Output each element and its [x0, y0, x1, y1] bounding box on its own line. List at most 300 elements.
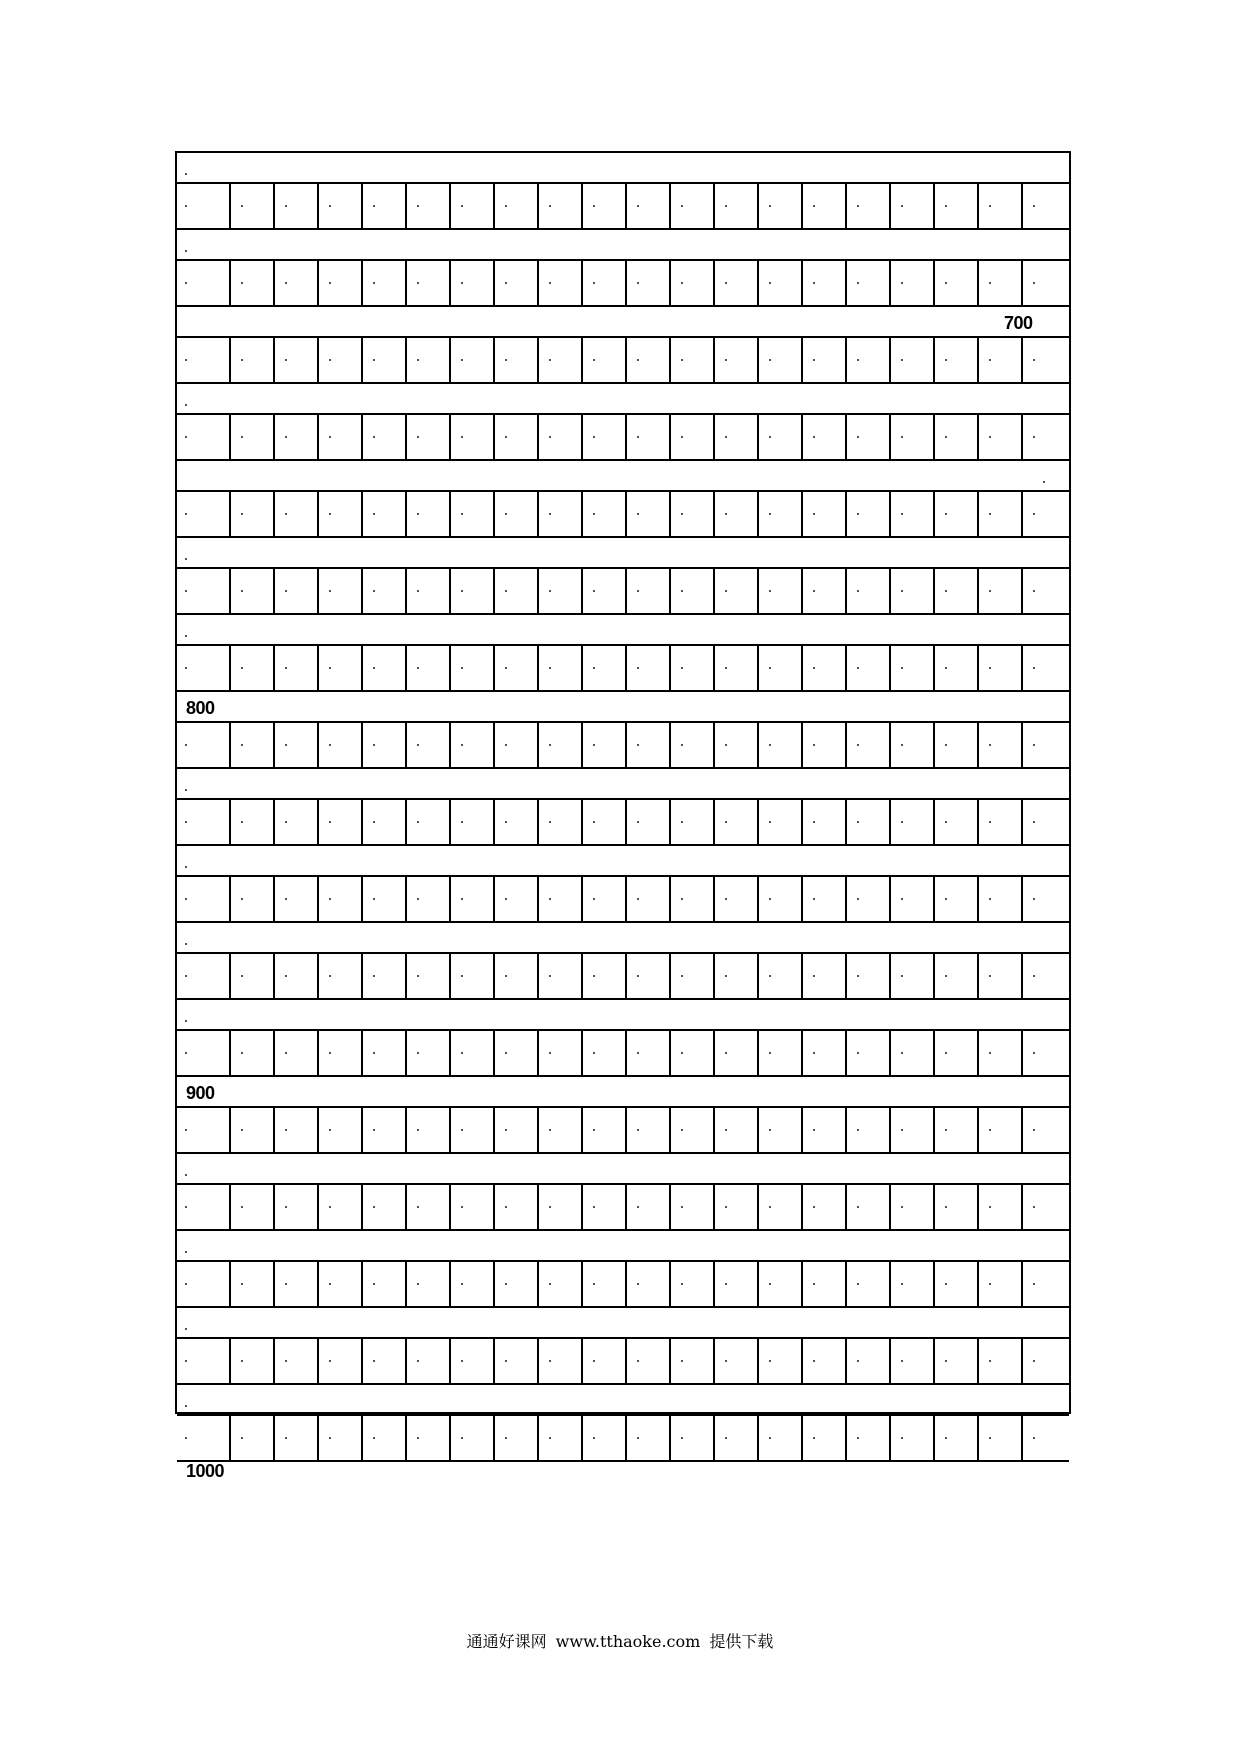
writing-cell[interactable]	[405, 877, 449, 921]
writing-cell[interactable]	[493, 954, 537, 998]
writing-cell[interactable]	[801, 954, 845, 998]
writing-cell[interactable]	[801, 184, 845, 228]
writing-cell[interactable]	[757, 1108, 801, 1152]
writing-cell[interactable]	[405, 1185, 449, 1229]
writing-cell[interactable]	[405, 1031, 449, 1075]
writing-cell[interactable]	[177, 1262, 229, 1306]
writing-cell[interactable]	[845, 184, 889, 228]
writing-cell[interactable]	[493, 1416, 537, 1460]
writing-cell[interactable]	[405, 261, 449, 305]
writing-cell[interactable]	[977, 646, 1021, 690]
writing-cell[interactable]	[273, 569, 317, 613]
writing-cell[interactable]	[889, 800, 933, 844]
writing-cell[interactable]	[625, 569, 669, 613]
writing-cell[interactable]	[449, 415, 493, 459]
writing-cell[interactable]	[669, 877, 713, 921]
writing-cell[interactable]	[317, 800, 361, 844]
writing-cell[interactable]	[177, 646, 229, 690]
writing-cell[interactable]	[625, 338, 669, 382]
writing-cell[interactable]	[581, 492, 625, 536]
writing-cell[interactable]	[889, 415, 933, 459]
writing-cell[interactable]	[1021, 338, 1069, 382]
writing-cell[interactable]	[625, 492, 669, 536]
writing-cell[interactable]	[405, 1108, 449, 1152]
writing-cell[interactable]	[933, 1108, 977, 1152]
writing-cell[interactable]	[177, 1031, 229, 1075]
writing-cell[interactable]	[405, 1339, 449, 1383]
writing-cell[interactable]	[449, 954, 493, 998]
writing-cell[interactable]	[493, 261, 537, 305]
writing-cell[interactable]	[757, 646, 801, 690]
writing-cell[interactable]	[625, 1262, 669, 1306]
writing-cell[interactable]	[1021, 1262, 1069, 1306]
writing-cell[interactable]	[845, 1108, 889, 1152]
writing-cell[interactable]	[581, 569, 625, 613]
writing-cell[interactable]	[317, 1031, 361, 1075]
writing-cell[interactable]	[845, 877, 889, 921]
writing-cell[interactable]	[977, 415, 1021, 459]
writing-cell[interactable]	[977, 338, 1021, 382]
writing-cell[interactable]	[229, 415, 273, 459]
writing-cell[interactable]	[449, 1416, 493, 1460]
writing-cell[interactable]	[537, 1416, 581, 1460]
writing-cell[interactable]	[713, 1185, 757, 1229]
writing-cell[interactable]	[581, 1031, 625, 1075]
writing-cell[interactable]	[449, 877, 493, 921]
writing-cell[interactable]	[317, 415, 361, 459]
writing-cell[interactable]	[933, 569, 977, 613]
writing-cell[interactable]	[317, 723, 361, 767]
writing-cell[interactable]	[405, 723, 449, 767]
writing-cell[interactable]	[1021, 492, 1069, 536]
writing-cell[interactable]	[449, 1031, 493, 1075]
writing-cell[interactable]	[889, 877, 933, 921]
writing-cell[interactable]	[317, 1108, 361, 1152]
writing-cell[interactable]	[1021, 646, 1069, 690]
writing-cell[interactable]	[273, 1185, 317, 1229]
writing-cell[interactable]	[229, 877, 273, 921]
writing-cell[interactable]	[669, 261, 713, 305]
writing-cell[interactable]	[177, 1339, 229, 1383]
writing-cell[interactable]	[977, 1108, 1021, 1152]
writing-cell[interactable]	[801, 1416, 845, 1460]
writing-cell[interactable]	[229, 338, 273, 382]
writing-cell[interactable]	[757, 569, 801, 613]
writing-cell[interactable]	[361, 492, 405, 536]
writing-cell[interactable]	[801, 1185, 845, 1229]
writing-cell[interactable]	[1021, 1416, 1069, 1460]
writing-cell[interactable]	[977, 954, 1021, 998]
writing-cell[interactable]	[317, 338, 361, 382]
writing-cell[interactable]	[625, 184, 669, 228]
writing-cell[interactable]	[177, 1108, 229, 1152]
writing-cell[interactable]	[889, 1185, 933, 1229]
writing-cell[interactable]	[581, 800, 625, 844]
writing-cell[interactable]	[1021, 954, 1069, 998]
writing-cell[interactable]	[801, 646, 845, 690]
writing-cell[interactable]	[977, 184, 1021, 228]
writing-cell[interactable]	[273, 1416, 317, 1460]
writing-cell[interactable]	[229, 723, 273, 767]
writing-cell[interactable]	[537, 646, 581, 690]
writing-cell[interactable]	[845, 723, 889, 767]
writing-cell[interactable]	[933, 1185, 977, 1229]
writing-cell[interactable]	[977, 569, 1021, 613]
writing-cell[interactable]	[1021, 1185, 1069, 1229]
writing-cell[interactable]	[669, 723, 713, 767]
writing-cell[interactable]	[581, 877, 625, 921]
writing-cell[interactable]	[933, 1339, 977, 1383]
writing-cell[interactable]	[361, 569, 405, 613]
writing-cell[interactable]	[1021, 569, 1069, 613]
writing-cell[interactable]	[713, 1339, 757, 1383]
writing-cell[interactable]	[229, 646, 273, 690]
writing-cell[interactable]	[845, 1339, 889, 1383]
writing-cell[interactable]	[177, 1416, 229, 1460]
writing-cell[interactable]	[361, 1339, 405, 1383]
writing-cell[interactable]	[537, 954, 581, 998]
writing-cell[interactable]	[933, 1262, 977, 1306]
writing-cell[interactable]	[933, 261, 977, 305]
writing-cell[interactable]	[317, 261, 361, 305]
writing-cell[interactable]	[273, 184, 317, 228]
writing-cell[interactable]	[537, 569, 581, 613]
writing-cell[interactable]	[581, 1185, 625, 1229]
writing-cell[interactable]	[493, 492, 537, 536]
writing-cell[interactable]	[361, 800, 405, 844]
writing-cell[interactable]	[537, 1185, 581, 1229]
writing-cell[interactable]	[581, 184, 625, 228]
writing-cell[interactable]	[713, 261, 757, 305]
writing-cell[interactable]	[669, 415, 713, 459]
writing-cell[interactable]	[977, 723, 1021, 767]
writing-cell[interactable]	[757, 877, 801, 921]
writing-cell[interactable]	[669, 1185, 713, 1229]
writing-cell[interactable]	[405, 954, 449, 998]
writing-cell[interactable]	[449, 569, 493, 613]
writing-cell[interactable]	[317, 1262, 361, 1306]
writing-cell[interactable]	[581, 338, 625, 382]
writing-cell[interactable]	[449, 800, 493, 844]
writing-cell[interactable]	[177, 492, 229, 536]
writing-cell[interactable]	[669, 800, 713, 844]
writing-cell[interactable]	[537, 338, 581, 382]
writing-cell[interactable]	[625, 1108, 669, 1152]
writing-cell[interactable]	[229, 184, 273, 228]
writing-cell[interactable]	[713, 1108, 757, 1152]
writing-cell[interactable]	[449, 492, 493, 536]
writing-cell[interactable]	[317, 492, 361, 536]
writing-cell[interactable]	[493, 184, 537, 228]
writing-cell[interactable]	[493, 1339, 537, 1383]
writing-cell[interactable]	[757, 338, 801, 382]
writing-cell[interactable]	[537, 723, 581, 767]
writing-cell[interactable]	[581, 1339, 625, 1383]
writing-cell[interactable]	[889, 1108, 933, 1152]
writing-cell[interactable]	[713, 492, 757, 536]
writing-cell[interactable]	[361, 415, 405, 459]
writing-cell[interactable]	[273, 954, 317, 998]
writing-cell[interactable]	[537, 877, 581, 921]
writing-cell[interactable]	[889, 184, 933, 228]
writing-cell[interactable]	[177, 954, 229, 998]
writing-cell[interactable]	[625, 800, 669, 844]
writing-cell[interactable]	[889, 723, 933, 767]
writing-cell[interactable]	[669, 1339, 713, 1383]
writing-cell[interactable]	[669, 646, 713, 690]
writing-cell[interactable]	[669, 1262, 713, 1306]
writing-cell[interactable]	[449, 1185, 493, 1229]
writing-cell[interactable]	[977, 492, 1021, 536]
writing-cell[interactable]	[317, 569, 361, 613]
writing-cell[interactable]	[361, 1108, 405, 1152]
writing-cell[interactable]	[845, 954, 889, 998]
writing-cell[interactable]	[845, 338, 889, 382]
writing-cell[interactable]	[449, 1262, 493, 1306]
writing-cell[interactable]	[713, 800, 757, 844]
writing-cell[interactable]	[229, 492, 273, 536]
writing-cell[interactable]	[273, 800, 317, 844]
writing-cell[interactable]	[273, 1262, 317, 1306]
writing-cell[interactable]	[933, 877, 977, 921]
writing-cell[interactable]	[889, 1416, 933, 1460]
writing-cell[interactable]	[361, 646, 405, 690]
writing-cell[interactable]	[537, 184, 581, 228]
writing-cell[interactable]	[361, 723, 405, 767]
writing-cell[interactable]	[669, 492, 713, 536]
writing-cell[interactable]	[933, 800, 977, 844]
writing-cell[interactable]	[405, 1262, 449, 1306]
writing-cell[interactable]	[177, 723, 229, 767]
writing-cell[interactable]	[845, 1185, 889, 1229]
writing-cell[interactable]	[317, 1339, 361, 1383]
writing-cell[interactable]	[801, 415, 845, 459]
writing-cell[interactable]	[1021, 415, 1069, 459]
writing-cell[interactable]	[801, 800, 845, 844]
writing-cell[interactable]	[405, 646, 449, 690]
writing-cell[interactable]	[273, 492, 317, 536]
writing-cell[interactable]	[889, 1262, 933, 1306]
writing-cell[interactable]	[625, 646, 669, 690]
writing-cell[interactable]	[493, 1031, 537, 1075]
writing-cell[interactable]	[977, 1339, 1021, 1383]
writing-cell[interactable]	[625, 1185, 669, 1229]
writing-cell[interactable]	[449, 723, 493, 767]
writing-cell[interactable]	[1021, 800, 1069, 844]
writing-cell[interactable]	[801, 1262, 845, 1306]
writing-cell[interactable]	[581, 1262, 625, 1306]
writing-cell[interactable]	[405, 569, 449, 613]
writing-cell[interactable]	[229, 1262, 273, 1306]
writing-cell[interactable]	[757, 184, 801, 228]
writing-cell[interactable]	[177, 800, 229, 844]
writing-cell[interactable]	[177, 261, 229, 305]
writing-cell[interactable]	[757, 261, 801, 305]
writing-cell[interactable]	[177, 1185, 229, 1229]
writing-cell[interactable]	[713, 338, 757, 382]
writing-cell[interactable]	[977, 1416, 1021, 1460]
writing-cell[interactable]	[845, 569, 889, 613]
writing-cell[interactable]	[177, 338, 229, 382]
writing-cell[interactable]	[493, 569, 537, 613]
writing-cell[interactable]	[1021, 877, 1069, 921]
writing-cell[interactable]	[845, 415, 889, 459]
writing-cell[interactable]	[317, 1185, 361, 1229]
writing-cell[interactable]	[273, 338, 317, 382]
writing-cell[interactable]	[229, 1339, 273, 1383]
writing-cell[interactable]	[537, 261, 581, 305]
writing-cell[interactable]	[449, 1108, 493, 1152]
writing-cell[interactable]	[1021, 1339, 1069, 1383]
writing-cell[interactable]	[625, 261, 669, 305]
writing-cell[interactable]	[537, 1031, 581, 1075]
writing-cell[interactable]	[581, 1108, 625, 1152]
writing-cell[interactable]	[537, 800, 581, 844]
writing-cell[interactable]	[757, 800, 801, 844]
writing-cell[interactable]	[581, 954, 625, 998]
writing-cell[interactable]	[317, 1416, 361, 1460]
writing-cell[interactable]	[801, 569, 845, 613]
writing-cell[interactable]	[625, 954, 669, 998]
writing-cell[interactable]	[845, 1262, 889, 1306]
writing-cell[interactable]	[669, 338, 713, 382]
writing-cell[interactable]	[845, 492, 889, 536]
writing-cell[interactable]	[845, 800, 889, 844]
writing-cell[interactable]	[801, 492, 845, 536]
writing-cell[interactable]	[1021, 1108, 1069, 1152]
writing-cell[interactable]	[669, 1031, 713, 1075]
writing-cell[interactable]	[889, 569, 933, 613]
writing-cell[interactable]	[757, 954, 801, 998]
writing-cell[interactable]	[493, 877, 537, 921]
writing-cell[interactable]	[977, 800, 1021, 844]
writing-cell[interactable]	[1021, 184, 1069, 228]
writing-cell[interactable]	[317, 646, 361, 690]
writing-cell[interactable]	[889, 1339, 933, 1383]
writing-cell[interactable]	[625, 1031, 669, 1075]
writing-cell[interactable]	[669, 184, 713, 228]
writing-cell[interactable]	[933, 954, 977, 998]
writing-cell[interactable]	[405, 415, 449, 459]
writing-cell[interactable]	[229, 1185, 273, 1229]
writing-cell[interactable]	[757, 1031, 801, 1075]
writing-cell[interactable]	[361, 954, 405, 998]
writing-cell[interactable]	[361, 338, 405, 382]
writing-cell[interactable]	[669, 1108, 713, 1152]
writing-cell[interactable]	[229, 954, 273, 998]
writing-cell[interactable]	[669, 1416, 713, 1460]
writing-cell[interactable]	[537, 492, 581, 536]
writing-cell[interactable]	[537, 1339, 581, 1383]
writing-cell[interactable]	[273, 1031, 317, 1075]
writing-cell[interactable]	[757, 723, 801, 767]
writing-cell[interactable]	[177, 415, 229, 459]
writing-cell[interactable]	[713, 723, 757, 767]
writing-cell[interactable]	[713, 1031, 757, 1075]
writing-cell[interactable]	[757, 1185, 801, 1229]
writing-cell[interactable]	[889, 338, 933, 382]
writing-cell[interactable]	[273, 261, 317, 305]
writing-cell[interactable]	[405, 1416, 449, 1460]
writing-cell[interactable]	[713, 1262, 757, 1306]
writing-cell[interactable]	[933, 415, 977, 459]
writing-cell[interactable]	[845, 1031, 889, 1075]
writing-cell[interactable]	[625, 1416, 669, 1460]
writing-cell[interactable]	[933, 492, 977, 536]
writing-cell[interactable]	[229, 569, 273, 613]
writing-cell[interactable]	[449, 646, 493, 690]
writing-cell[interactable]	[801, 723, 845, 767]
writing-cell[interactable]	[493, 1185, 537, 1229]
writing-cell[interactable]	[713, 569, 757, 613]
writing-cell[interactable]	[405, 492, 449, 536]
writing-cell[interactable]	[757, 1262, 801, 1306]
writing-cell[interactable]	[273, 1108, 317, 1152]
writing-cell[interactable]	[317, 184, 361, 228]
writing-cell[interactable]	[933, 338, 977, 382]
writing-cell[interactable]	[361, 184, 405, 228]
writing-cell[interactable]	[1021, 1031, 1069, 1075]
writing-cell[interactable]	[273, 1339, 317, 1383]
writing-cell[interactable]	[625, 1339, 669, 1383]
writing-cell[interactable]	[669, 569, 713, 613]
writing-cell[interactable]	[361, 1185, 405, 1229]
writing-cell[interactable]	[801, 1108, 845, 1152]
writing-cell[interactable]	[889, 261, 933, 305]
writing-cell[interactable]	[889, 1031, 933, 1075]
writing-cell[interactable]	[889, 646, 933, 690]
writing-cell[interactable]	[977, 1185, 1021, 1229]
writing-cell[interactable]	[537, 1262, 581, 1306]
writing-cell[interactable]	[361, 877, 405, 921]
writing-cell[interactable]	[493, 646, 537, 690]
writing-cell[interactable]	[273, 646, 317, 690]
writing-cell[interactable]	[757, 1416, 801, 1460]
writing-cell[interactable]	[713, 877, 757, 921]
writing-cell[interactable]	[845, 646, 889, 690]
writing-cell[interactable]	[361, 261, 405, 305]
writing-cell[interactable]	[669, 954, 713, 998]
writing-cell[interactable]	[317, 954, 361, 998]
writing-cell[interactable]	[361, 1031, 405, 1075]
writing-cell[interactable]	[177, 569, 229, 613]
writing-cell[interactable]	[317, 877, 361, 921]
writing-cell[interactable]	[713, 954, 757, 998]
writing-cell[interactable]	[449, 261, 493, 305]
writing-cell[interactable]	[845, 261, 889, 305]
writing-cell[interactable]	[713, 184, 757, 228]
writing-cell[interactable]	[933, 646, 977, 690]
writing-cell[interactable]	[933, 1031, 977, 1075]
writing-cell[interactable]	[273, 415, 317, 459]
writing-cell[interactable]	[713, 415, 757, 459]
writing-cell[interactable]	[405, 338, 449, 382]
writing-cell[interactable]	[449, 338, 493, 382]
writing-cell[interactable]	[977, 261, 1021, 305]
writing-cell[interactable]	[273, 723, 317, 767]
writing-cell[interactable]	[801, 877, 845, 921]
writing-cell[interactable]	[405, 184, 449, 228]
writing-cell[interactable]	[1021, 261, 1069, 305]
writing-cell[interactable]	[933, 723, 977, 767]
writing-cell[interactable]	[229, 1031, 273, 1075]
writing-cell[interactable]	[933, 1416, 977, 1460]
writing-cell[interactable]	[229, 800, 273, 844]
writing-cell[interactable]	[229, 1108, 273, 1152]
writing-cell[interactable]	[493, 723, 537, 767]
writing-cell[interactable]	[537, 415, 581, 459]
writing-cell[interactable]	[177, 184, 229, 228]
